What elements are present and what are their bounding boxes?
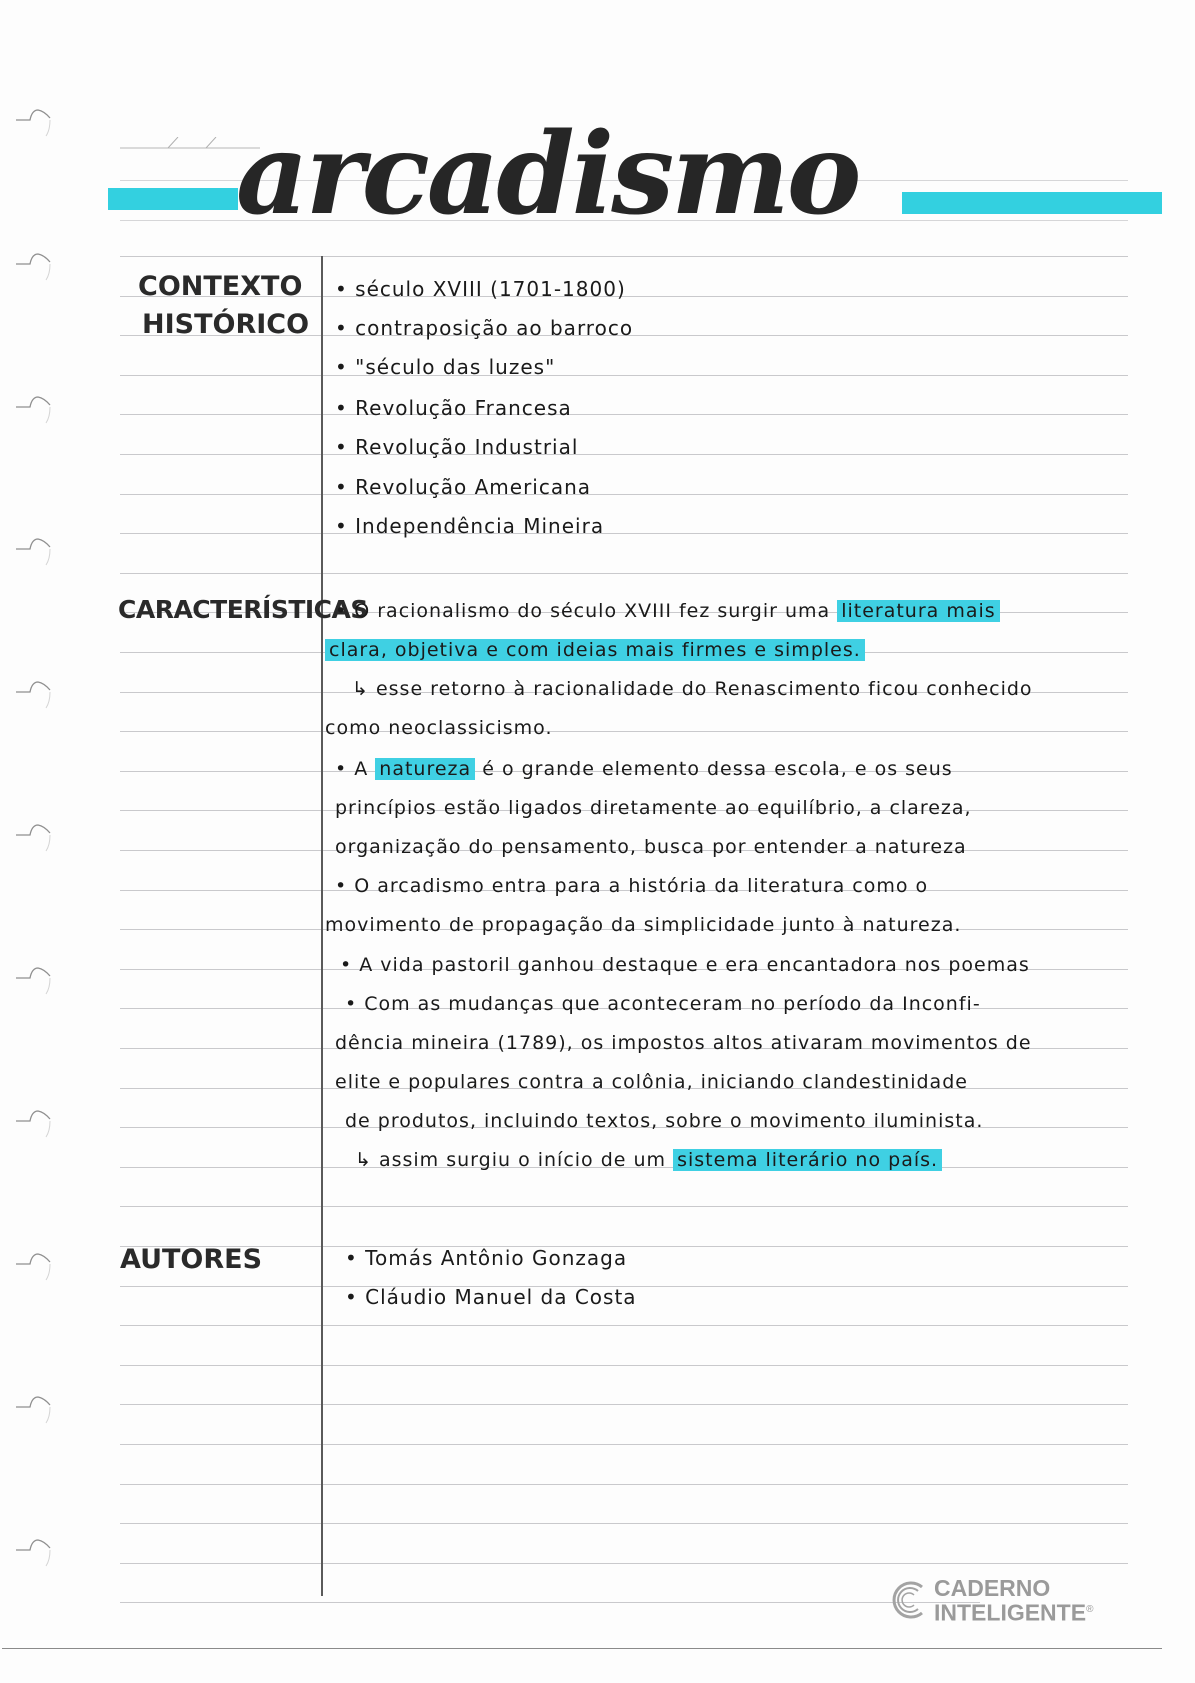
list-item: • Revolução Francesa — [335, 396, 572, 420]
ruled-line — [120, 454, 1128, 455]
line-text: ↳ assim surgiu o início de um — [355, 1149, 674, 1171]
brand-c-icon — [888, 1579, 928, 1621]
characteristics-line — [335, 1067, 968, 1097]
line-text: de produtos, incluindo textos, sobre o movimento iluminista. — [345, 1110, 984, 1132]
brand-line1: CADERNO — [934, 1574, 1051, 1601]
binder-hole-icon — [14, 535, 54, 567]
characteristics-line — [352, 674, 1033, 704]
characteristics-line — [335, 1028, 1032, 1058]
line-text: é o grande elemento dessa escola, e os seus — [475, 758, 953, 780]
ruled-line — [120, 1206, 1128, 1207]
binder-hole-icon — [14, 1536, 54, 1568]
brand-line2: INTELIGENTE — [934, 1599, 1087, 1626]
characteristics-line — [325, 910, 961, 940]
author-item: • Cláudio Manuel da Costa — [345, 1285, 637, 1309]
line-text: movimento de propagação da simplicidade junto à natureza. — [325, 914, 962, 936]
highlighted-text: sistema literário no país. — [673, 1149, 942, 1171]
line-text: • O racionalismo do século XVIII fez surgir uma — [335, 600, 838, 622]
list-item: • Revolução Americana — [335, 475, 592, 499]
binder-hole-icon — [14, 821, 54, 853]
ruled-line — [120, 1563, 1128, 1564]
section-label-line2: HISTÓRICO — [142, 309, 310, 340]
list-item: • Revolução Industrial — [335, 435, 579, 459]
title-highlight-left — [108, 188, 238, 210]
characteristics-line — [335, 871, 928, 901]
list-item: • contraposição ao barroco — [335, 316, 634, 340]
title-highlight-right — [902, 192, 1162, 214]
binder-hole-icon — [14, 393, 54, 425]
author-item: • Tomás Antônio Gonzaga — [345, 1246, 628, 1270]
binder-hole-icon — [14, 250, 54, 282]
brand-logo — [888, 1576, 1093, 1624]
characteristics-line — [325, 635, 865, 665]
ruled-line — [120, 533, 1128, 534]
line-text: • Com as mudanças que aconteceram no período da Inconfi- — [345, 993, 981, 1015]
page-bottom-edge — [2, 1648, 1162, 1649]
line-text: • A — [335, 758, 376, 780]
characteristics-line — [335, 832, 967, 862]
list-item: • "século das luzes" — [335, 355, 556, 379]
binder-hole-icon — [14, 106, 54, 138]
characteristics-line — [325, 713, 553, 743]
binder-hole-icon — [14, 1393, 54, 1425]
ruled-line — [120, 494, 1128, 495]
section-label-caracteristicas: CARACTERÍSTICAS — [118, 595, 368, 624]
characteristics-line — [335, 596, 1000, 626]
highlighted-text: natureza — [375, 758, 475, 780]
characteristics-line — [335, 754, 953, 784]
binder-hole-icon — [14, 678, 54, 710]
section-label-autores: AUTORES — [120, 1244, 263, 1275]
ruled-line — [120, 1484, 1128, 1485]
ruled-line — [120, 414, 1128, 415]
line-text: organização do pensamento, busca por entender a natureza — [335, 836, 967, 858]
line-text: como neoclassicismo. — [325, 717, 553, 739]
section-label-contexto — [138, 268, 309, 344]
binder-hole-icon — [14, 1107, 54, 1139]
ruled-line — [120, 1325, 1128, 1326]
binder-hole-icon — [14, 964, 54, 996]
line-text: elite e populares contra a colônia, iniciando clandestinidade — [335, 1071, 968, 1093]
page-title: arcadismo — [236, 109, 859, 240]
line-text: ↳ esse retorno à racionalidade do Renascimento ficou conhecido — [352, 678, 1033, 700]
ruled-line — [120, 731, 1128, 732]
registered-mark: ® — [1086, 1603, 1094, 1615]
ruled-line — [120, 1365, 1128, 1366]
line-text: dência mineira (1789), os impostos altos ativaram movimentos de — [335, 1032, 1032, 1054]
ruled-line — [120, 256, 1128, 257]
line-text: • O arcadismo entra para a história da literatura como o — [335, 875, 929, 897]
ruled-line — [120, 1404, 1128, 1405]
characteristics-line — [345, 1106, 983, 1136]
margin-line — [321, 256, 323, 1596]
characteristics-line — [335, 793, 972, 823]
line-text: • A vida pastoril ganhou destaque e era encantadora nos poemas — [340, 954, 1030, 976]
highlighted-text: literatura mais — [837, 600, 999, 622]
line-text: princípios estão ligados diretamente ao equilíbrio, a clareza, — [335, 797, 972, 819]
ruled-line — [120, 1444, 1128, 1445]
ruled-line — [120, 573, 1128, 574]
list-item: • Independência Mineira — [335, 514, 605, 538]
binder-hole-icon — [14, 1250, 54, 1282]
section-label-line1: CONTEXTO — [138, 271, 303, 302]
characteristics-line — [340, 950, 1030, 980]
characteristics-line — [355, 1145, 942, 1175]
list-item: • século XVIII (1701-1800) — [335, 277, 626, 301]
ruled-line — [120, 1523, 1128, 1524]
ruled-line — [120, 1602, 980, 1603]
ruled-line — [120, 375, 1128, 376]
highlighted-text: clara, objetiva e com ideias mais firmes e simples. — [325, 639, 865, 661]
characteristics-line — [345, 989, 981, 1019]
